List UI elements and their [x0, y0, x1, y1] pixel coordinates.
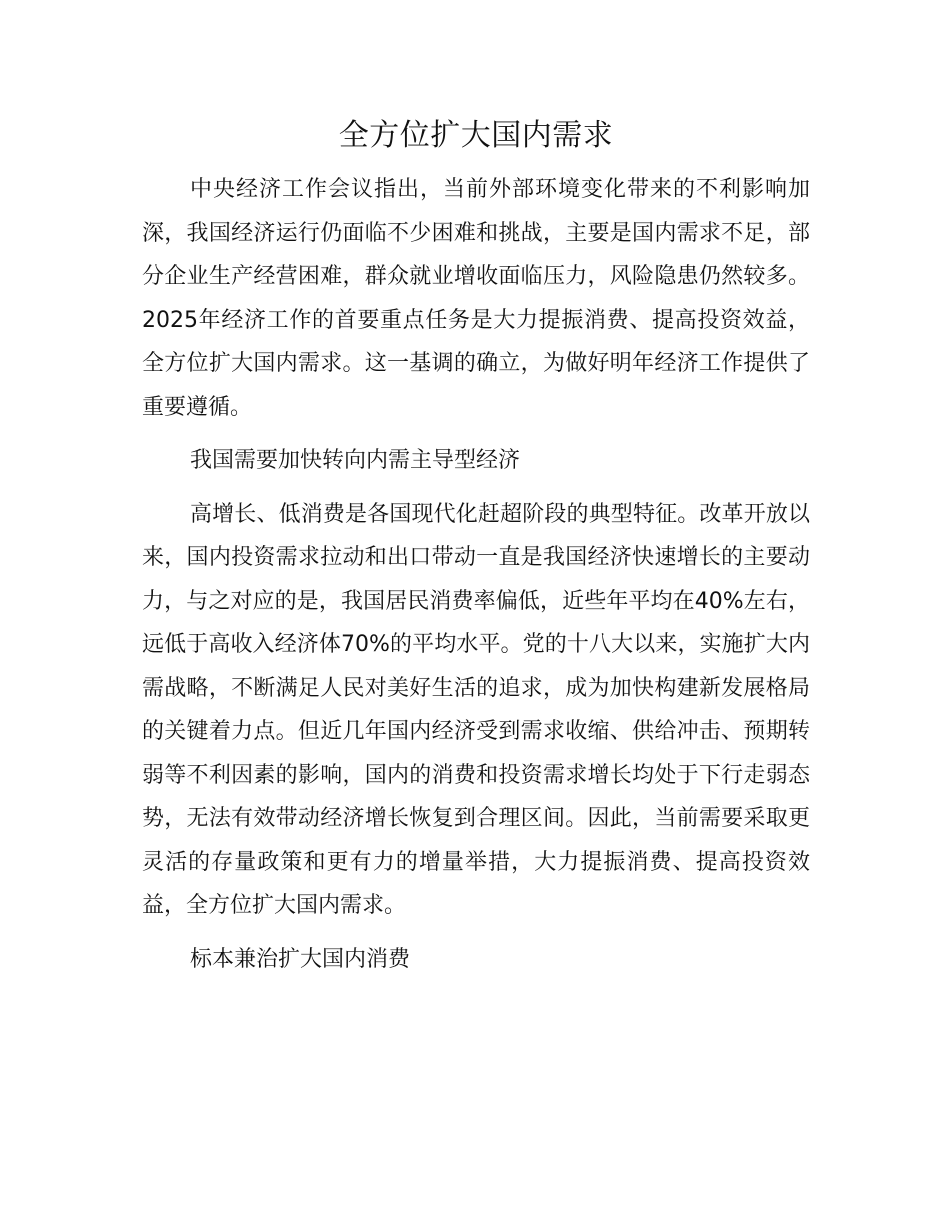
- section-heading-domestic-demand-economy: 我国需要加快转向内需主导型经济: [190, 448, 521, 473]
- document-body: [142, 112, 810, 981]
- section-heading-expand-consumption: 标本兼治扩大国内消费: [190, 946, 411, 972]
- paragraph-intro: 中央经济工作会议指出，当前外部环境变化带来的不利影响加深，我国经济运行仍面临不少困难和挑战，主要是国内需求不足，部分企业生产经营困难，群众就业增收面临压力，风险隐患仍然较多。2025年经济工作的首要重点任务是大力提振消费、提高投资效益，全方位扩大国内需求。这一基调的确立，为做好明年经济工作提供了重要遵循。: [142, 177, 810, 420]
- document-title: 全方位扩大国内需求: [338, 118, 614, 153]
- paragraph-high-growth-low-consumption: 高增长、低消费是各国现代化赶超阶段的典型特征。改革开放以来，国内投资需求拉动和出口带动一直是我国经济快速增长的主要动力，与之对应的是，我国居民消费率偏低，近些年平均在40%左右，远低于高收入经济体70%的平均水平。党的十八大以来，实施扩大内需战略，不断满足人民对美好生活的追求，成为加快构建新发展格局的关键着力点。但近几年国内经济受到需求收缩、供给冲击、预期转弱等不利因素的影响，国内的消费和投资需求增长均处于下行走弱态势，无法有效带动经济增长恢复到合理区间。因此，当前需要采取更灵活的存量政策和更有力的增量举措，大力提振消费、提高投资效益，全方位扩大国内需求。: [142, 501, 810, 918]
